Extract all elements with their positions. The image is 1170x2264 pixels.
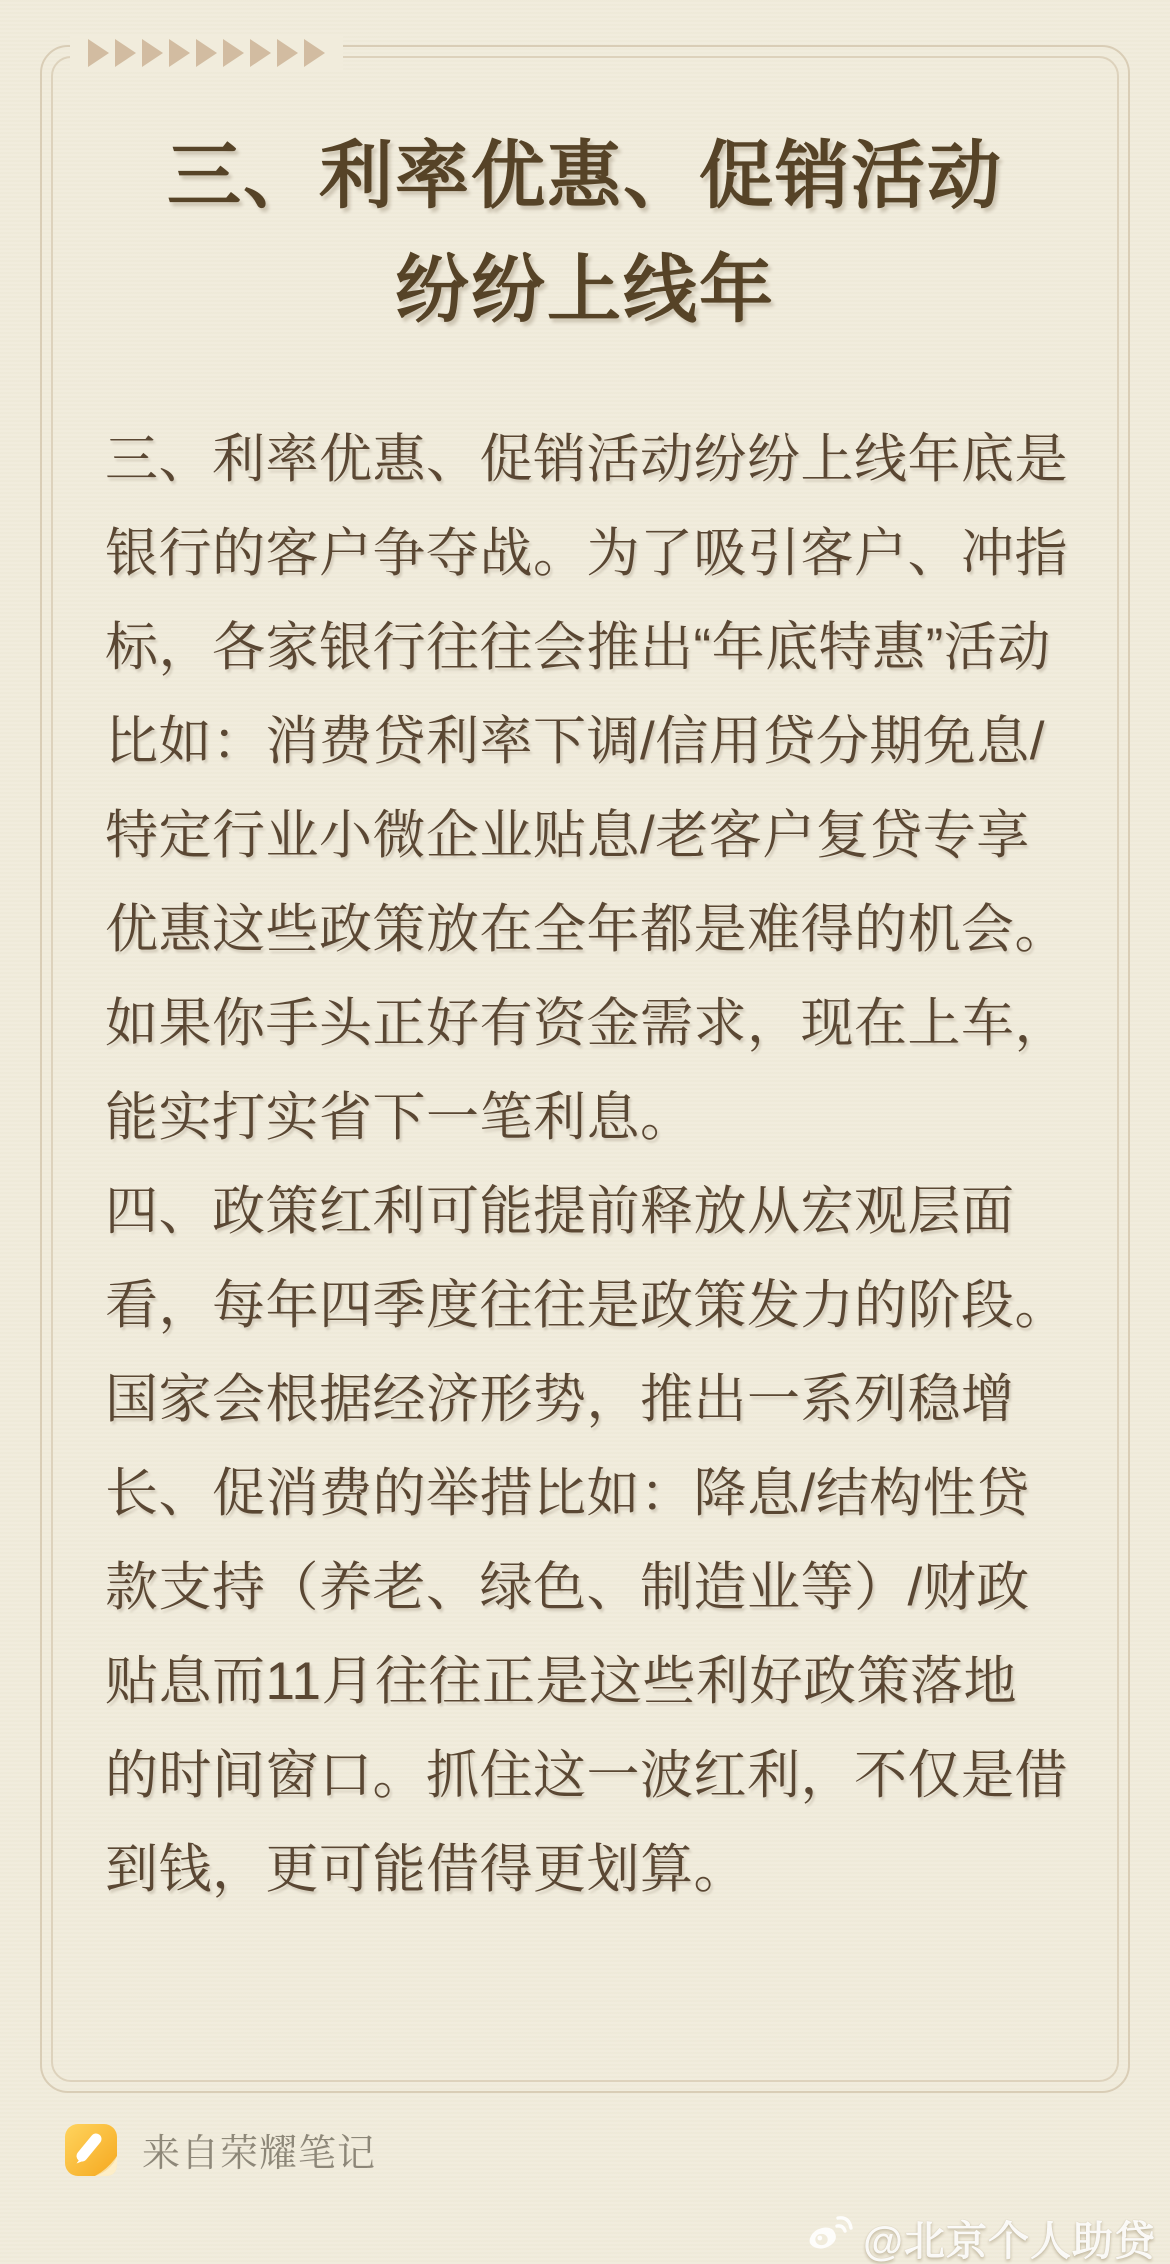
body-text-line: 能实打实省下一笔利息。: [105, 1088, 694, 1147]
arrow-right-icon: [304, 39, 325, 67]
page-title: [42, 119, 1128, 347]
arrow-right-icon: [250, 39, 271, 67]
body-text-line: 看，每年四季度往往是政策发力的阶段。: [105, 1276, 1068, 1335]
body-text-line: 贴息而11月往往正是这些利好政策落地: [105, 1652, 1018, 1711]
notes-app-icon: [64, 2123, 118, 2177]
body-text-line: 特定行业小微企业贴息/老客户复贷专享: [105, 806, 1030, 865]
body-text-line: 款支持（养老、绿色、制造业等）/财政: [105, 1558, 1030, 1617]
arrow-right-icon: [223, 39, 244, 67]
body-text-line: 四、政策红利可能提前释放从宏观层面: [105, 1182, 1015, 1241]
body-text-line: 银行的客户争夺战。为了吸引客户、冲指: [105, 524, 1068, 583]
body-text-line: 长、促消费的举措比如：降息/结构性贷: [105, 1464, 1030, 1523]
page-title-line1: 三、利率优惠、促销活动: [167, 134, 1003, 217]
watermark-handle: @北京个人助贷: [863, 2218, 1156, 2264]
body-text-line: 比如：消费贷利率下调/信用贷分期免息/: [105, 712, 1045, 771]
body-text-line: 国家会根据经济形势，推出一系列稳增: [105, 1370, 1015, 1429]
page-title-line2: 纷纷上线年: [395, 248, 775, 331]
arrow-right-icon: [115, 39, 136, 67]
body-text-line: 标，各家银行往往会推出“年底特惠”活动: [105, 618, 1051, 677]
arrow-ornament-row: [70, 36, 343, 70]
weibo-icon: [807, 2214, 853, 2261]
body-text-line: 三、利率优惠、促销活动纷纷上线年底是: [105, 430, 1068, 489]
arrow-right-icon: [196, 39, 217, 67]
note-body-text: [105, 413, 1073, 1917]
arrow-right-icon: [88, 39, 109, 67]
body-text-line: 到钱，更可能借得更划算。: [105, 1840, 747, 1899]
arrow-right-icon: [277, 39, 298, 67]
body-text-line: 优惠这些政策放在全年都是难得的机会。: [105, 900, 1068, 959]
body-text-line: 的时间窗口。抓住这一波红利，不仅是借: [105, 1746, 1068, 1805]
source-label: 来自荣耀笔记: [142, 2133, 377, 2175]
arrow-right-icon: [169, 39, 190, 67]
weibo-watermark: [807, 2208, 1156, 2264]
source-footer: [64, 2122, 376, 2177]
body-text-line: 如果你手头正好有资金需求，现在上车，: [105, 994, 1068, 1053]
arrow-right-icon: [142, 39, 163, 67]
decorative-border-card: [40, 45, 1130, 2093]
